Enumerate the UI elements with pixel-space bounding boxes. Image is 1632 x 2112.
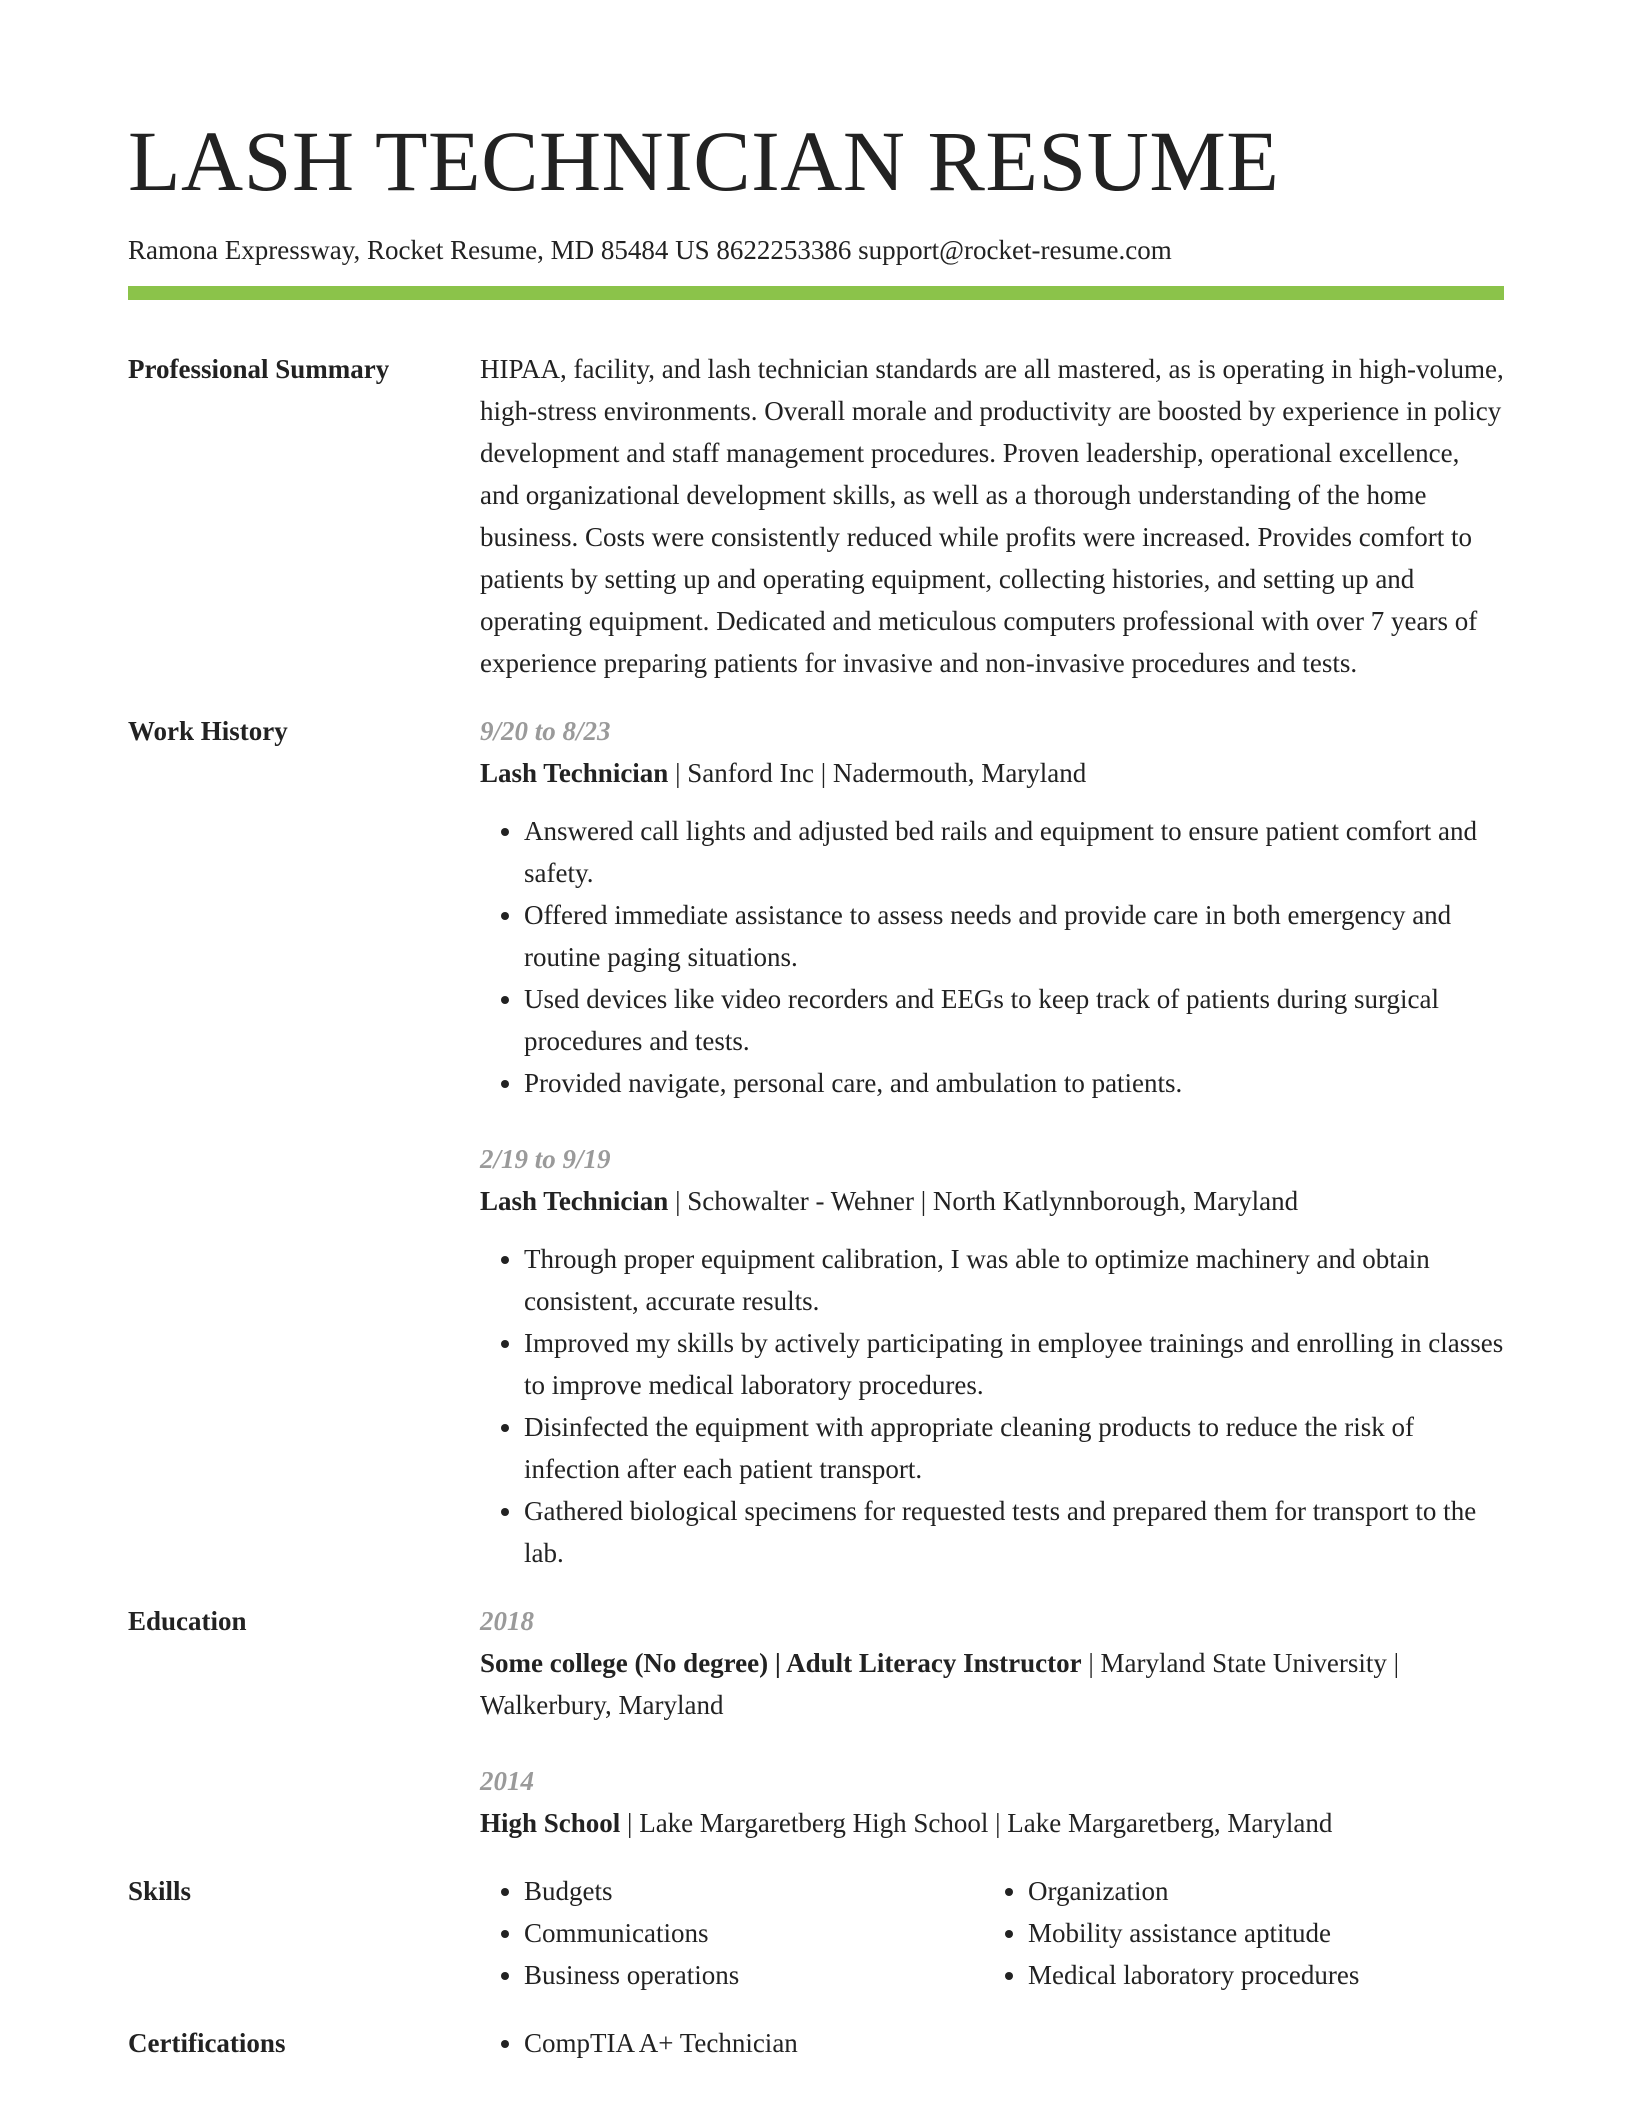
bullet-item: • Gathered biological specimens for requested tests and prepared them for transport to the lab. [524,1490,1504,1574]
skills-columns [480,1870,1504,1996]
certifications-section [128,2022,1504,2064]
bullet-item: • Improved my skills by actively participating in employee trainings and enrolling in classes to improve medical laboratory procedures. [524,1322,1504,1406]
skills-list-left [480,1870,984,1996]
bullet-item: • Through proper equipment calibration, I was able to optimize machinery and obtain consistent, accurate results. [524,1238,1504,1322]
section-body [480,1600,1504,1844]
skill-item: • Budgets [524,1870,984,1912]
section-label: Certifications [128,2028,286,2058]
education-section [128,1600,1504,1844]
education-entry [480,1600,1504,1726]
bullet-item: • Disinfected the equipment with appropriate cleaning products to reduce the risk of infection after each patient transport. [524,1406,1504,1490]
skills-list-right [984,1870,1488,1996]
job-title: Lash Technician [480,758,669,788]
skill-item: • Business operations [524,1954,984,1996]
job-details: | Sanford Inc | Nadermouth, Maryland [668,758,1087,788]
bullet-item: • Offered immediate assistance to assess needs and provide care in both emergency and routine paging situations. [524,894,1504,978]
bullet-item: • Provided navigate, personal care, and ambulation to patients. [524,1062,1504,1104]
skill-item: • Mobility assistance aptitude [1028,1912,1488,1954]
education-year: 2018 [480,1606,534,1636]
job-heading [480,752,1504,794]
job-dates: 9/20 to 8/23 [480,716,611,746]
education-entry [480,1760,1504,1844]
skills-section [128,1870,1504,1996]
job-title: Lash Technician [480,1186,669,1216]
accent-divider [128,286,1504,300]
section-body [480,348,1504,684]
education-heading [480,1802,1504,1844]
section-label: Work History [128,716,288,746]
job-heading [480,1180,1504,1222]
resume-title: LASH TECHNICIAN RESUME [128,113,1280,209]
section-label: Education [128,1606,247,1636]
education-degree: Some college (No degree) | Adult Literacy Instructor [480,1648,1082,1678]
section-body [480,710,1504,1574]
work-history-section [128,710,1504,1574]
bullet-item: • Used devices like video recorders and EEGs to keep track of patients during surgical procedures and tests. [524,978,1504,1062]
certifications-list [480,2022,984,2064]
job-bullets [480,810,1504,1104]
contact-line: Ramona Expressway, Rocket Resume, MD 85484 US 8622253386 support@rocket-resume.com [128,235,1172,265]
education-heading [480,1642,1504,1726]
education-degree: High School [480,1808,621,1838]
certifications-body [480,2022,1504,2064]
education-details: | Maryland State University | Walkerbury, Maryland [480,1648,1400,1720]
job-entry [480,1138,1504,1574]
job-entry [480,710,1504,1104]
education-details: | Lake Margaretberg High School | Lake Margaretberg, Maryland [620,1808,1333,1838]
certification-item: • CompTIA A+ Technician [524,2022,984,2064]
resume-content [128,348,1504,2090]
job-dates: 2/19 to 9/19 [480,1144,611,1174]
bullet-item: • Answered call lights and adjusted bed rails and equipment to ensure patient comfort and safety. [524,810,1504,894]
job-bullets [480,1238,1504,1574]
summary-section [128,348,1504,684]
summary-text: HIPAA, facility, and lash technician standards are all mastered, as is operating in high-volume, high-stress environments. Overall morale and productivity are boosted by experience in policy development and staff management procedures. Proven leadership, operational excellence, and organizational development skills, as well as a thorough understanding of the home business. Costs were consistently reduced while profits were increased. Provides comfort to patients by setting up and operating equipment, collecting histories, and setting up and operating equipment. Dedicated and meticulous computers professional with over 7 years of experience preparing patients for invasive and non-invasive procedures and tests. [480,354,1504,678]
section-label: Professional Summary [128,354,390,384]
section-label: Skills [128,1876,192,1906]
education-year: 2014 [480,1766,534,1796]
skill-item: • Medical laboratory procedures [1028,1954,1488,1996]
job-details: | Schowalter - Wehner | North Katlynnborough, Maryland [668,1186,1299,1216]
skill-item: • Organization [1028,1870,1488,1912]
skill-item: • Communications [524,1912,984,1954]
